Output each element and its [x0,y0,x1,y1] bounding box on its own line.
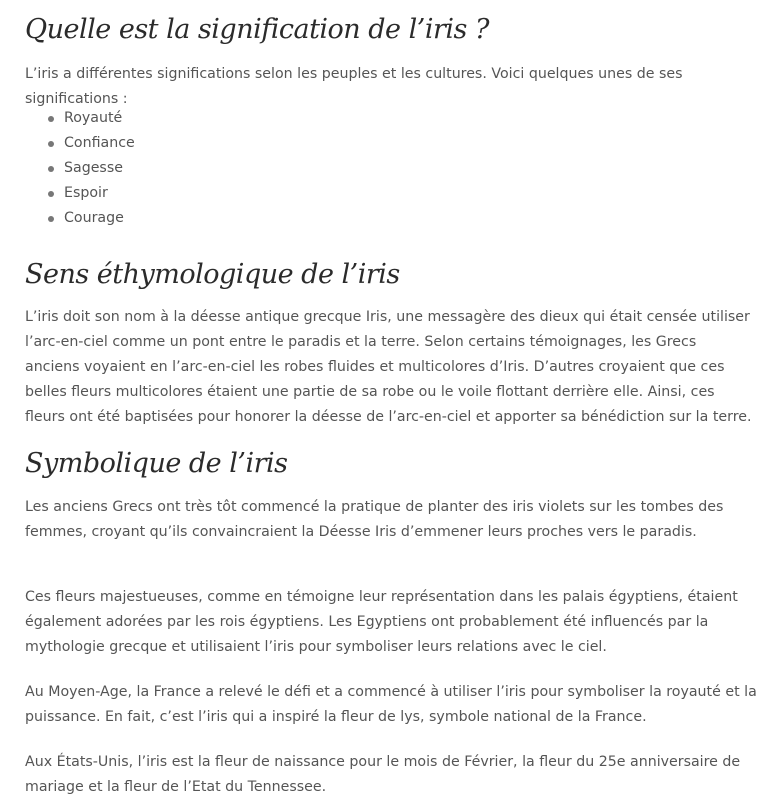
heading-etymologie: Sens éthymologique de l’iris [25,259,400,290]
bullet-icon [48,216,54,222]
bullet-icon [48,116,54,122]
list-item [25,156,135,181]
list-item [25,181,135,206]
symbolique-paragraph-france: Au Moyen-Age, la France a relevé le défi et a commencé à utiliser l’iris pour symboliser la royauté et la puissance. En fait, c’est l’iris qui a inspiré la fleur de lys, symbole national de la France. [25,684,757,725]
bullet-icon [48,191,54,197]
symbolique-paragraph-grecs: Les anciens Grecs ont très tôt commencé la pratique de planter des iris violets sur les tombes des femmes, croyant qu’ils convaincraient la Déesse Iris d’emmener leurs proches vers le paradis. [25,499,724,540]
list-item-label: Espoir [64,185,108,201]
list-item-label: Confiance [64,135,135,151]
symbolique-paragraph-egypte: Ces fleurs majestueuses, comme en témoigne leur représentation dans les palais égyptiens, étaient également adorées par les rois égyptiens. Les Egyptiens ont probablement été influencés par la mythologie grecque et utilisaient l’iris pour symboliser leurs relations avec le ciel. [25,589,738,655]
significations-list [25,106,135,231]
list-item-label: Courage [64,210,124,226]
bullet-icon [48,166,54,172]
symbolique-paragraph-etats-unis: Aux États-Unis, l’iris est la fleur de naissance pour le mois de Février, la fleur du 25e anniversaire de mariage et la fleur de l’Etat du Tennessee. [25,754,741,795]
intro-paragraph: L’iris a différentes significations selon les peuples et les cultures. Voici quelques unes de ses significations : [25,66,683,107]
heading-signification: Quelle est la signification de l’iris ? [25,14,489,45]
heading-symbolique: Symbolique de l’iris [25,448,288,479]
list-item-label: Sagesse [64,160,123,176]
etymologie-paragraph: L’iris doit son nom à la déesse antique grecque Iris, une messagère des dieux qui était censée utiliser l’arc-en-ciel comme un pont entre le paradis et la terre. Selon certains témoignages, les Grecs anciens voyaient en l’arc-en-ciel les robes fluides et multicolores d’Iris. D’autres croyaient que ces belles fleurs multicolores étaient une partie de sa robe ou le voile flottant derrière elle. Ainsi, ces fleurs ont été baptisées pour honorer la déesse de l’arc-en-ciel et apporter sa bénédiction sur la terre. [25,309,752,425]
bullet-icon [48,141,54,147]
list-item [25,106,135,131]
list-item [25,206,135,231]
list-item [25,131,135,156]
list-item-label: Royauté [64,110,123,126]
